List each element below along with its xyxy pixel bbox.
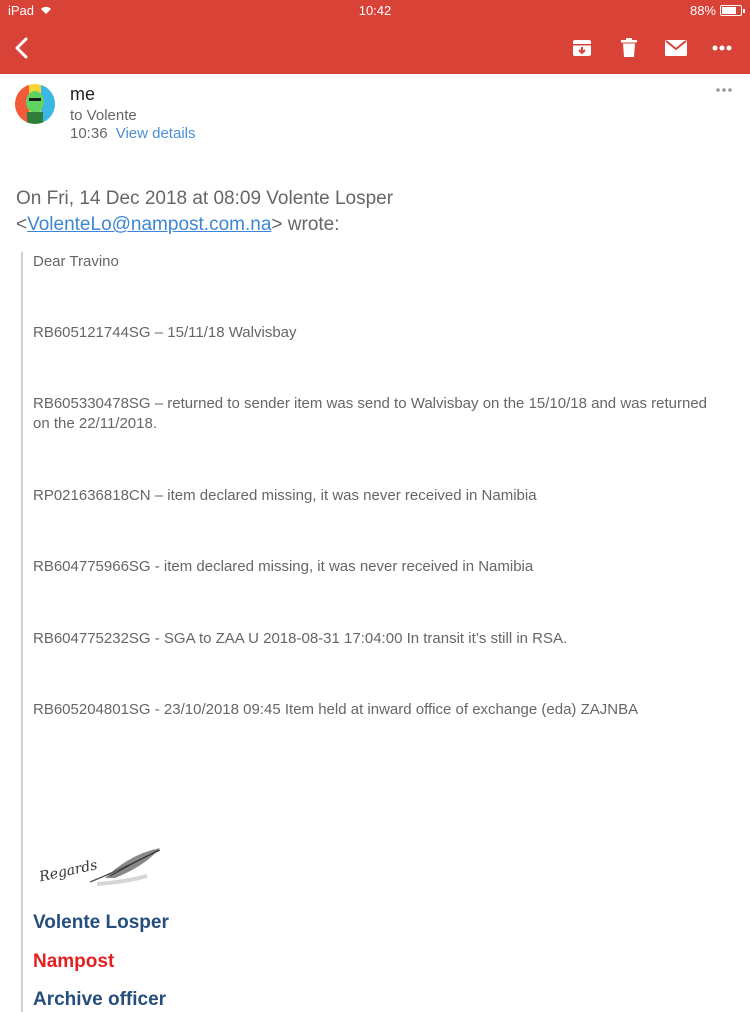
battery-percent: 88% [689, 3, 716, 18]
tracking-line: RP021636818CN – item declared missing, it was never received in Namibia [33, 487, 537, 504]
delete-button[interactable] [607, 22, 651, 74]
quoted-message [21, 252, 733, 1012]
greeting: Dear Travino [33, 253, 119, 270]
trash-icon [621, 38, 637, 58]
back-button[interactable] [0, 22, 44, 74]
signature-title: Archive officer [33, 989, 167, 1010]
message-header [0, 74, 750, 164]
tracking-line: RB604775232SG - SGA to ZAA U 2018-08-31 17:04:00 In transit it’s still in RSA. [33, 630, 568, 647]
view-details-link[interactable]: View details [115, 125, 196, 142]
tracking-line: RB605204801SG - 23/10/2018 09:45 Item held at inward office of exchange (eda) ZAJNBA [33, 701, 639, 718]
more-horizontal-icon [712, 45, 732, 51]
chevron-left-icon [14, 37, 30, 59]
mark-unread-button[interactable] [654, 22, 698, 74]
status-time: 10:42 [358, 3, 392, 18]
quote-intro-prefix: On Fri, 14 Dec 2018 at 08:09 Volente Losper [16, 188, 394, 209]
message-more-icon[interactable] [716, 88, 732, 92]
battery-icon [720, 5, 742, 16]
archive-icon [572, 39, 592, 57]
quote-intro [16, 186, 736, 238]
message-time-line [70, 125, 196, 142]
message-time: 10:36 [70, 125, 108, 142]
app-bar [0, 22, 750, 74]
more-options-button[interactable] [700, 22, 744, 74]
avatar-image [15, 84, 55, 124]
signature-organization: Nampost [33, 951, 115, 972]
sender-email-link[interactable]: VolenteLo@nampost.com.na [27, 214, 272, 235]
signature-image [35, 842, 165, 894]
status-bar [0, 0, 750, 22]
tracking-line: RB604775966SG - item declared missing, it was never received in Namibia [33, 558, 534, 575]
quote-intro-suffix: > wrote: [271, 214, 340, 235]
tracking-line: RB605121744SG – 15/11/18 Walvisbay [33, 324, 297, 341]
quote-intro-lt: < [16, 214, 28, 235]
signature-name: Volente Losper [33, 912, 169, 933]
recipient-line: to Volente [70, 107, 137, 124]
archive-button[interactable] [560, 22, 604, 74]
avatar[interactable] [15, 84, 55, 124]
svg-text:Regards: Regards [37, 857, 99, 886]
sender-name: me [70, 84, 96, 104]
envelope-icon [665, 40, 687, 56]
device-label: iPad [8, 3, 35, 18]
tracking-line: RB605330478SG – returned to sender item was send to Walvisbay on the 15/10/18 and was returned on the 22/11/2018. [33, 395, 708, 432]
